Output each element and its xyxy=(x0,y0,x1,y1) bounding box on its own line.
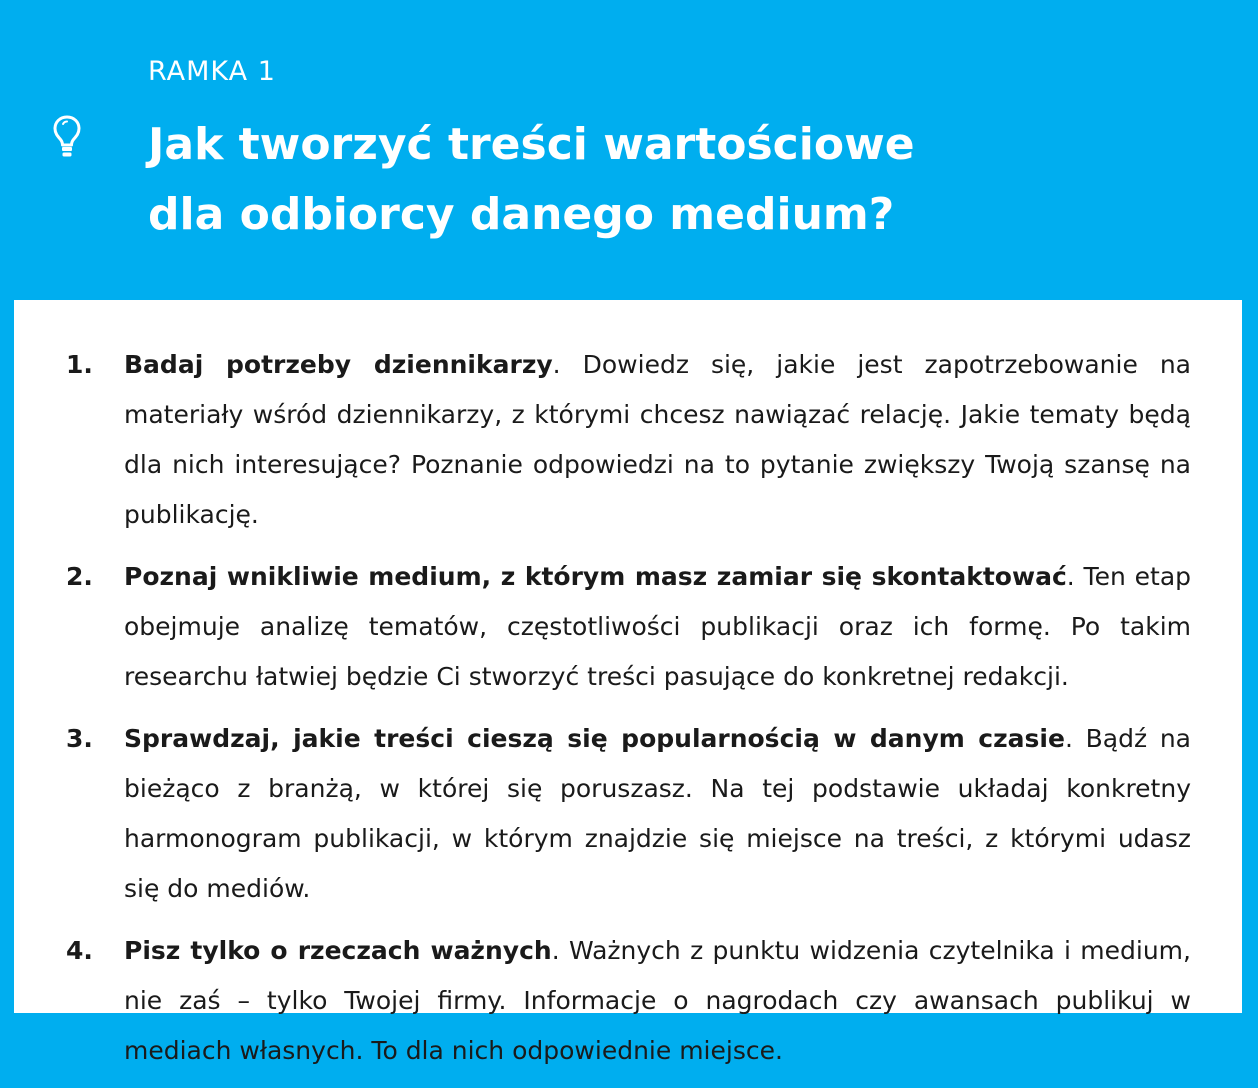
item-heading: Pisz tylko o rzeczach ważnych xyxy=(124,936,552,965)
item-number: 2. xyxy=(66,562,93,591)
item-text xyxy=(124,714,1191,914)
item-number: 4. xyxy=(66,936,93,965)
content-box xyxy=(14,300,1242,1065)
item-body: . Ważnych z punktu widzenia czytelnika i medium, nie zaś – tylko Twojej firmy. Informacje o nagrodach czy awansach publikuj w mediach własnych. To dla nich odpowiednie miejsce. xyxy=(124,936,1191,1065)
item-body: . Bądź na bieżąco z branżą, w której się poruszasz. Na tej podstawie układaj konkretny harmonogram publikacji, w którym znajdzie się miejsce na treści, z którymi udasz się do mediów. xyxy=(124,724,1191,903)
box-title xyxy=(148,110,1208,250)
item-number: 1. xyxy=(66,350,93,379)
item-text xyxy=(124,552,1191,702)
lightbulb-icon xyxy=(52,114,82,160)
item-body: . Dowiedz się, jakie jest zapotrzebowanie na materiały wśród dziennikarzy, z którymi chcesz nawiązać relację. Jakie tematy będą dla nich interesujące? Poznanie odpowiedzi na to pytanie zwiększy Twoją szansę na publikację. xyxy=(124,350,1192,529)
title-line-2: dla odbiorcy danego medium? xyxy=(148,189,895,240)
title-line-1: Jak tworzyć treści wartościowe xyxy=(148,119,915,170)
list-item xyxy=(14,714,1242,914)
list-item xyxy=(14,340,1242,540)
box-label: RAMKA 1 xyxy=(148,56,276,87)
item-heading: Poznaj wnikliwie medium, z którym masz zamiar się skontaktować xyxy=(124,562,1067,591)
list-item xyxy=(14,552,1242,702)
item-number: 3. xyxy=(66,724,93,753)
item-heading: Sprawdzaj, jakie treści cieszą się popularnością w danym czasie xyxy=(124,724,1065,753)
item-text xyxy=(124,926,1191,1076)
list-item xyxy=(14,926,1242,1076)
item-heading: Badaj potrzeby dziennikarzy xyxy=(124,350,553,379)
item-body: . Ten etap obejmuje analizę tematów, częstotliwości publikacji oraz ich formę. Po takim researchu łatwiej będzie Ci stworzyć treści pasujące do konkretnej redakcji. xyxy=(124,562,1192,691)
box-header xyxy=(0,0,1258,300)
tips-list xyxy=(14,340,1242,1088)
item-text xyxy=(124,340,1191,540)
